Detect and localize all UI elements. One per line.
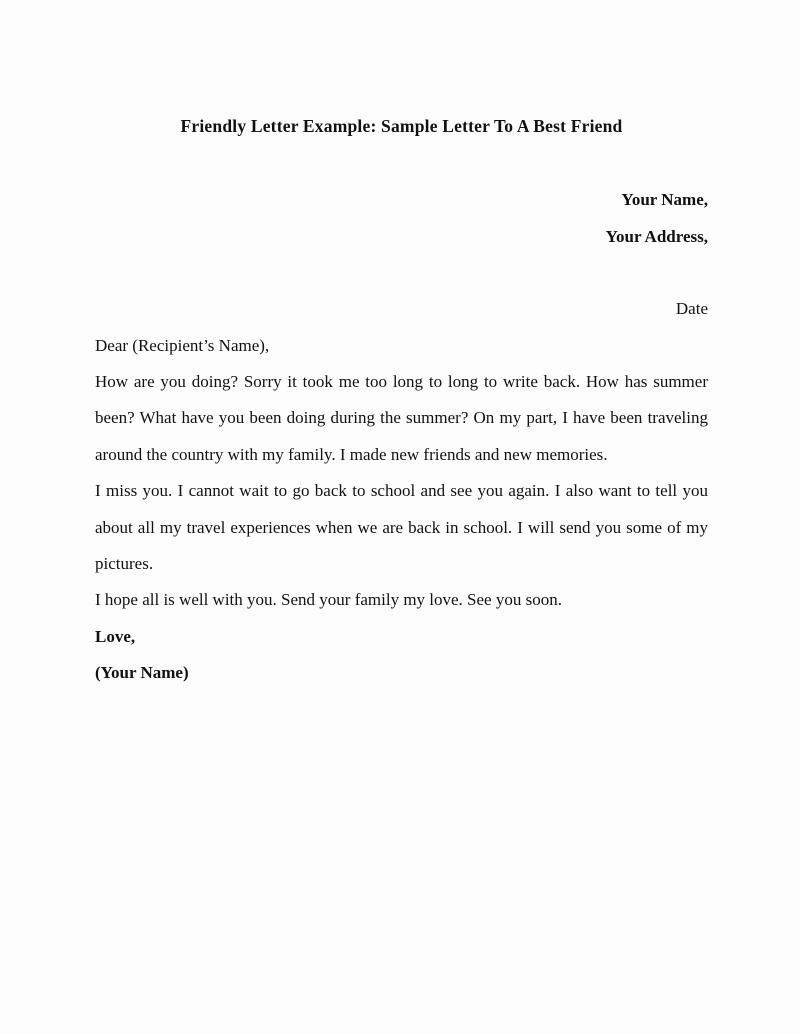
body-paragraph: How are you doing? Sorry it took me too long to long to write back. How has summer been? What have you been doing during the summer? On my part, I have been traveling around the country with my family. I made new friends and new memories. bbox=[95, 372, 708, 464]
sender-block bbox=[95, 182, 708, 255]
signature: (Your Name) bbox=[95, 663, 189, 683]
sender-name: Your Name, bbox=[621, 190, 708, 210]
closing: Love, bbox=[95, 626, 136, 646]
letter-content bbox=[95, 108, 708, 692]
date-line: Date bbox=[675, 299, 708, 319]
sender-address: Your Address, bbox=[605, 226, 708, 246]
body-paragraph: I hope all is well with you. Send your family my love. See you soon. bbox=[95, 590, 562, 610]
body-paragraph: I miss you. I cannot wait to go back to school and see you again. I also want to tell you about all my travel experiences when we are back in school. I will send you some of my pictures. bbox=[95, 481, 708, 574]
letter-title: Friendly Letter Example: Sample Letter To A Best Friend bbox=[180, 116, 623, 136]
salutation: Dear (Recipient’s Name), bbox=[95, 335, 270, 355]
